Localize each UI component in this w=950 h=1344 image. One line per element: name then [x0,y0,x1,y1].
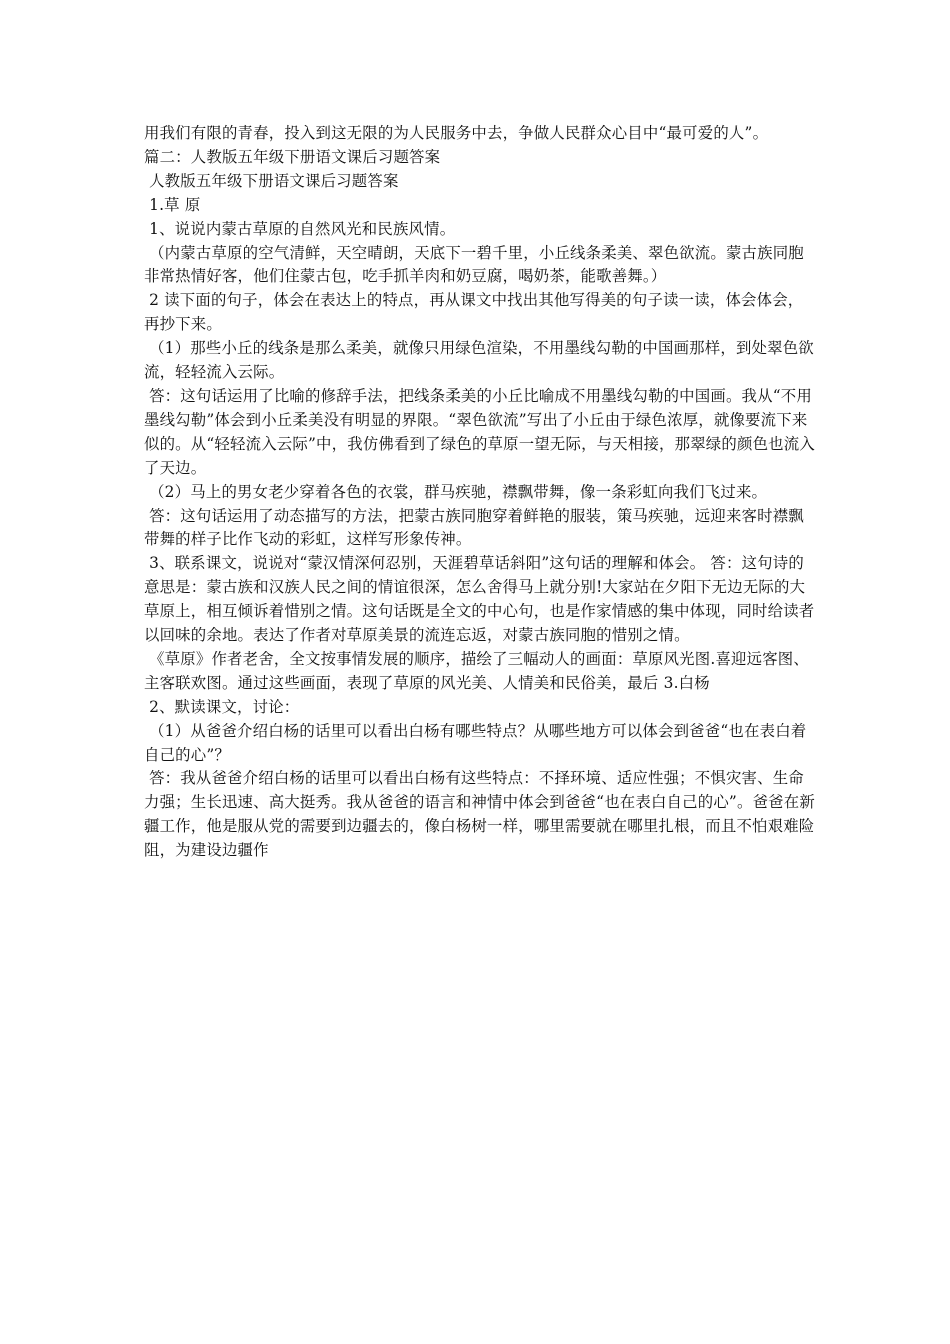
section-heading: 篇二：人教版五年级下册语文课后习题答案 [144,147,441,166]
question-baiyang-2-1: （1）从爸爸介绍白杨的话里可以看出白杨有哪些特点？从哪些地方可以体会到爸爸“也在表白着自己的心”？ [144,721,807,764]
document-title: 人教版五年级下册语文课后习题答案 [144,171,399,190]
question-1: 1、说说内蒙古草原的自然风光和民族风情。 [144,219,456,238]
question-3-and-answer: 3、联系课文，说说对“蒙汉情深何忍别，天涯碧草话斜阳”这句话的理解和体会。 答：这句诗的意思是：蒙古族和汉族人民之间的情谊很深，怎么舍得马上就分别!大家站在夕阳下无边无际的大草原上，相互倾诉着惜别之情。这句话既是全文的中心句，也是作家情感的集中体现，同时给读者以回味的余地。表达了作者对草原美景的流连忘返，对蒙古族同胞的惜别之情。 [144,554,815,645]
document-body [144,122,816,863]
paragraph-intro-end: 用我们有限的青春，投入到这无限的为人民服务中去，争做人民群众心目中“最可爱的人”。 [144,124,769,142]
answer-1: （内蒙古草原的空气清鲜，天空晴朗，天底下一碧千里，小丘线条柔美、翠色欲流。蒙古族同胞非常热情好客，他们住蒙古包，吃手抓羊肉和奶豆腐，喝奶茶，能歌善舞。） [144,243,804,286]
question-2-sentence-2: （2）马上的男女老少穿着各色的衣裳，群马疾驰，襟飘带舞，像一条彩虹向我们飞过来。 [144,482,768,501]
answer-baiyang-2-1: 答：我从爸爸介绍白杨的话里可以看出白杨有这些特点：不择环境、适应性强；不惧灾害、生命力强；生长迅速、高大挺秀。我从爸爸的语言和神情中体会到爸爸“也在表白自己的心”。爸爸在新疆工作，他是服从党的需要到边疆去的，像白杨树一样，哪里需要就在哪里扎根，而且不怕艰难险阻，为建设边疆作 [144,769,815,860]
lesson-summary: 《草原》作者老舍，全文按事情发展的顺序，描绘了三幅动人的画面：草原风光图.喜迎远客图、主客联欢图。通过这些画面，表现了草原的风光美、人情美和民俗美，最后 3.白杨 [144,649,809,692]
question-2-sentence-1: （1）那些小丘的线条是那么柔美，就像只用绿色渲染，不用墨线勾勒的中国画那样，到处翠色欲流，轻轻流入云际。 [144,339,814,382]
question-2: 2 读下面的句子，体会在表达上的特点，再从课文中找出其他写得美的句子读一读，体会体会，再抄下来。 [144,291,804,334]
lesson-title: 1.草 原 [144,195,201,214]
answer-2-2: 答：这句话运用了动态描写的方法，把蒙古族同胞穿着鲜艳的服装，策马疾驰，远迎来客时襟飘带舞的样子比作飞动的彩虹，这样写形象传神。 [144,506,804,549]
question-baiyang-2: 2、默读课文，讨论： [144,697,300,716]
answer-2-1: 答：这句话运用了比喻的修辞手法，把线条柔美的小丘比喻成不用墨线勾勒的中国画。我从“不用墨线勾勒”体会到小丘柔美没有明显的界限。“翠色欲流”写出了小丘由于绿色浓厚，就像要流下来似的。从“轻轻流入云际”中，我仿佛看到了绿色的草原一望无际，与天相接，那翠绿的颜色也流入了天边。 [144,386,815,477]
